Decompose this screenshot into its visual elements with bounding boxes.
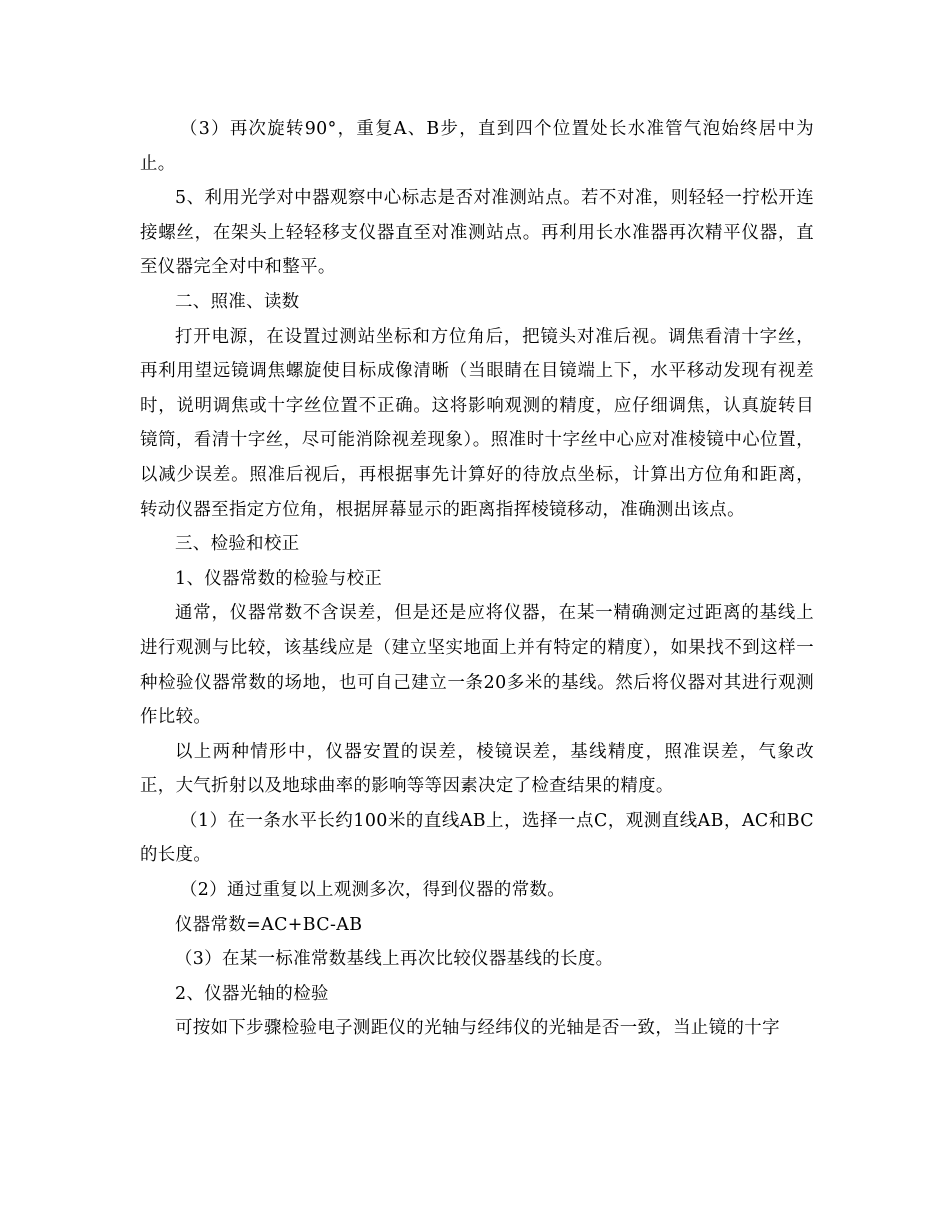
paragraph-step-3-standard-baseline: （3）在某一标准常数基线上再次比较仪器基线的长度。 <box>175 949 614 970</box>
subheading-optical-axis: 2、仪器光轴的检验 <box>175 983 329 1004</box>
paragraph-optical-axis-steps: 可按如下步骤检验电子测距仪的光轴与经纬仪的光轴是否一致，当止镜的十字 <box>175 1018 780 1039</box>
paragraph-optical-centering: 5、利用光学对中器观察中心标志是否对准测站点。若不对准，则轻轻一拧松开连接螺丝，在架头上轻轻移支仪器直至对准测站点。再利用长水准器再次精平仪器，直至仪器完全对中和整平。 <box>140 188 814 278</box>
section-heading-aim-read: 二、照准、读数 <box>175 291 300 312</box>
paragraph-step-3-rotate: （3）再次旋转90°，重复A、B步，直到四个位置处长水准管气泡始终居中为止。 <box>140 119 814 174</box>
paragraph-power-on-aim: 打开电源，在设置过测站坐标和方位角后，把镜头对准后视。调焦看清十字丝，再利用望远镜调焦螺旋使目标成像清晰（当眼睛在目镜端上下，水平移动发现有视差时，说明调焦或十字丝位置不正确。这将影响观测的精度，应仔细调焦，认真旋转目镜筒，看清十字丝，尽可能消除视差现象）。照准时十字丝中心应对准棱镜中心位置，以减少误差。照准后视后，再根据事先计算好的待放点坐标，计算出方位角和距离，转动仪器至指定方位角，根据屏幕显示的距离指挥棱镜移动，准确测出该点。 <box>140 326 814 520</box>
paragraph-step-2-repeat: （2）通过重复以上观测多次，得到仪器的常数。 <box>180 880 566 901</box>
paragraph-accuracy-factors: 以上两种情形中，仪器安置的误差，棱镜误差，基线精度，照准误差，气象改正，大气折射以及地球曲率的影响等等因素决定了检查结果的精度。 <box>140 741 814 797</box>
formula-instrument-constant: 仪器常数=AC+BC-AB <box>175 914 363 935</box>
section-heading-check-calibrate: 三、检验和校正 <box>175 534 300 555</box>
document-body <box>140 112 814 1046</box>
paragraph-step-1-line-ab: （1）在一条水平长约100米的直线AB上，选择一点C，观测直线AB，AC和BC的长度。 <box>140 810 814 866</box>
subheading-instrument-constant: 1、仪器常数的检验与校正 <box>175 568 383 589</box>
paragraph-baseline-comparison: 通常，仪器常数不含误差，但是还是应将仪器，在某一精确测定过距离的基线上进行观测与比较，该基线应是（建立坚实地面上并有特定的精度），如果找不到这样一种检验仪器常数的场地，也可自己建立一条20多米的基线。然后将仪器对其进行观测作比较。 <box>140 603 814 728</box>
